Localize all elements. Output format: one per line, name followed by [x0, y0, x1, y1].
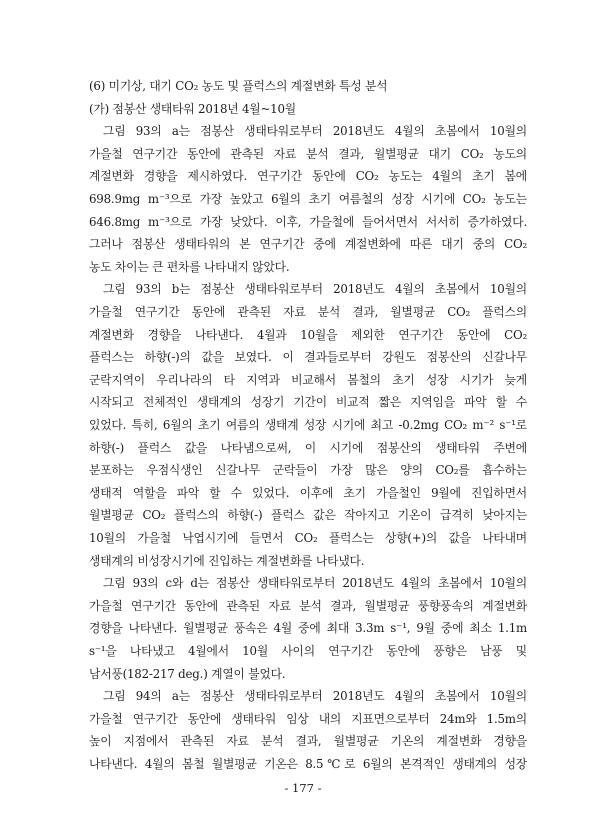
subsection-heading: (가) 점봉산 생태타워 2018년 4월~10월	[89, 101, 296, 116]
paragraph-line: 그림 93의 c와 d는 점봉산 생태타워로부터 2018년도 4월의 초봄에서 10월의	[103, 576, 527, 591]
page-number: - 177 -	[284, 781, 322, 795]
paragraph-line: 분포하는 우점식생인 신갈나무 군락들이 가장 많은 양의 CO₂를 흡수하는	[89, 463, 527, 478]
paragraph-line: 농도 차이는 큰 편차를 나타내지 않았다.	[89, 259, 290, 274]
paragraph-line: 가을철 연구기간 동안에 관측된 자료 분석 결과, 월별평균 풍향풍속의 계절변화	[89, 598, 527, 613]
paragraph-line: 플럭스는 하향(-)의 값을 보였다. 이 결과들로부터 강원도 점봉산의 신갈나무	[89, 350, 527, 365]
paragraph-line: 생태적 역할을 파악 할 수 있었다. 이후에 초기 가을철인 9월에 진입하면서	[89, 485, 527, 500]
paragraph-line: 군락지역이 우리나라의 타 지역과 비교해서 봄철의 초기 성장 시기가 늦게	[89, 372, 527, 387]
paragraph-line: 있었다. 특히, 6월의 초기 여름의 생태계 성장 시기에 최고 -0.2mg CO₂ m⁻² s⁻¹로	[89, 418, 527, 432]
paragraph-line: 가을철 연구기간 동안에 생태타워 임상 내의 지표면으로부터 24m와 1.5m의	[89, 711, 527, 726]
paragraph-line: 생태계의 비성장시기에 진입하는 계절변화를 나타냈다.	[89, 553, 365, 568]
paragraph-line: 646.8mg m⁻³으로 가장 낮았다. 이후, 가을철에 들어서면서 서서히 증가하였다.	[89, 214, 527, 229]
paragraph-line: 그러나 점봉산 생태타워의 본 연구기간 중에 계절변화에 따른 대기 중의 CO₂	[89, 237, 527, 252]
paragraph-line: 그림 93의 a는 점봉산 생태타워로부터 2018년도 4월의 초봄에서 10월의	[103, 124, 527, 139]
paragraph-line: s⁻¹을 나타냈고 4월에서 10월 사이의 연구기간 동안에 풍향은 남풍 및	[89, 644, 527, 658]
paragraph-line: 그림 93의 b는 점봉산 생태타워로부터 2018년도 4월의 초봄에서 10월의	[103, 282, 527, 297]
paragraph-line: 높이 지점에서 관측된 자료 분석 결과, 월별평균 기온의 계절변화 경향을	[89, 734, 527, 749]
paragraph-line: 계절변화 경향을 제시하였다. 연구기간 동안에 CO₂ 농도는 4월의 초기 봄에	[89, 169, 527, 184]
paragraph-line: 월별평균 CO₂ 플럭스의 하향(-) 플럭스 값은 작아지고 기온이 급격히 낮아지는	[89, 508, 527, 523]
section-heading: (6) 미기상, 대기 CO₂ 농도 및 플럭스의 계절변화 특성 분석	[89, 79, 388, 93]
paragraph-line: 10월의 가을철 낙엽시기에 들면서 CO₂ 플럭스는 상향(+)의 값을 나타내며	[89, 531, 527, 545]
paragraph-line: 경향을 나타낸다. 월별평균 풍속은 4월 중에 최대 3.3m s⁻¹, 9월 중에 최소 1.1m	[89, 621, 527, 636]
paragraph-line: 계절변화 경향을 나타낸다. 4월과 10월을 제외한 연구기간 동안에 CO₂	[89, 327, 527, 342]
paragraph-line: 698.9mg m⁻³으로 가장 높았고 6월의 초기 여름철의 성장 시기에 CO₂ 농도는	[89, 192, 527, 206]
paragraph-line: 가을철 연구기간 동안에 관측된 자료 분석 결과, 월별평균 대기 CO₂ 농도의	[89, 146, 527, 161]
paragraph-line: 가을철 연구기간 동안에 관측된 자료 분석 결과, 월별평균 CO₂ 플럭스의	[89, 305, 527, 319]
paragraph-line: 시작되고 전체적인 생태계의 성장기 기간이 비교적 짧은 지역임을 파악 할 수	[89, 395, 527, 410]
paragraph-line: 남서풍(182-217 deg.) 계열이 불었다.	[89, 666, 286, 681]
paragraph-line: 그림 94의 a는 점봉산 생태타워로부터 2018년도 4월의 초봄에서 10월의	[103, 689, 527, 704]
paragraph-line: 하향(-) 플럭스 값을 나타냄으로써, 이 시기에 점봉산의 생태타워 주변에	[89, 440, 527, 455]
paragraph-line: 나타낸다. 4월의 봄철 월별평균 기온은 8.5℃로 6월의 본격적인 생태계의 성장	[89, 757, 527, 771]
